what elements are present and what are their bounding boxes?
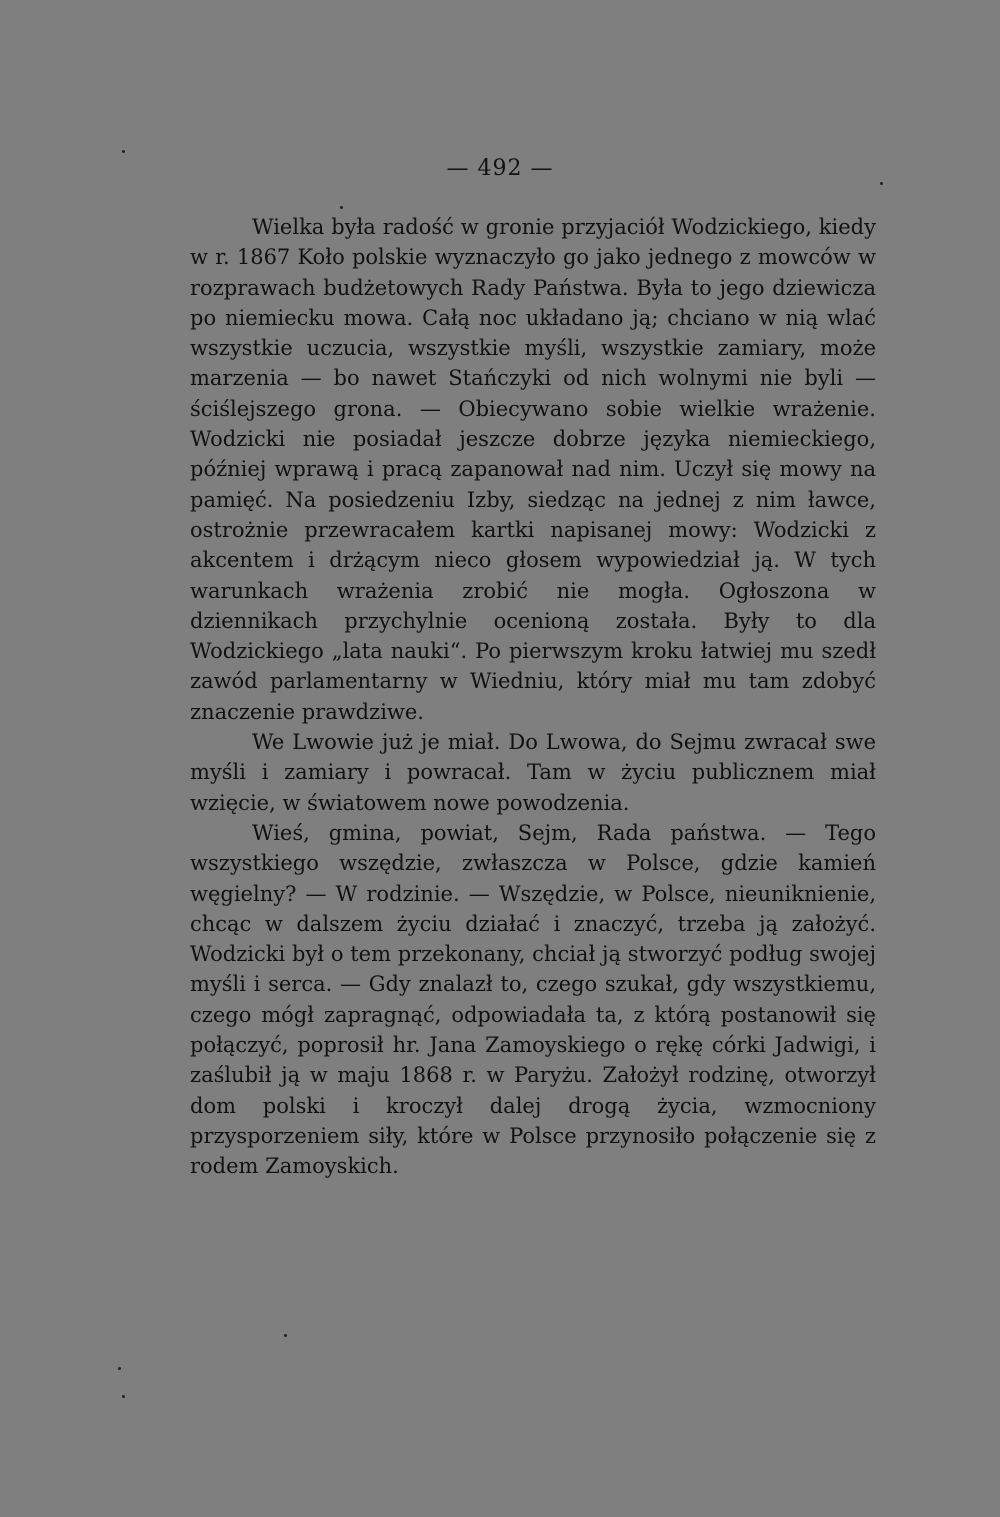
print-speck [340,206,343,209]
page-number: — 492 — [446,156,554,181]
print-speck [122,1395,125,1398]
paragraph: Wielka była radość w gronie przyjaciół Wodzickiego, kiedy w r. 1867 Koło polskie wyznaczyło go jako jednego z mowców w rozprawach budżetowych Rady Państwa. Była to jego dziewicza po niemiecku mowa. Całą noc układano ją; chciano w nią wlać wszystkie uczucia, wszystkie myśli, wszystkie zamiary, może marzenia — bo nawet Stańczyki od nich wolnymi nie byli — ściślejszego grona. — Obiecywano sobie wielkie wrażenie. Wodzicki nie posiadał jeszcze dobrze języka niemieckiego, później wprawą i pracą zapanował nad nim. Uczył się mowy na pamięć. Na posiedzeniu Izby, siedząc na jednej z nim ławce, ostrożnie przewracałem kartki napisanej mowy: Wodzicki z akcentem i drżącym nieco głosem wypowiedział ją. W tych warunkach wrażenia zrobić nie mogła. Ogłoszona w dziennikach przychylnie ocenioną została. Były to dla Wodzickiego „lata nauki“. Po pierwszym kroku łatwiej mu szedł zawód parlamentarny w Wiedniu, który miał mu tam zdobyć znaczenie prawdziwe. [190,215,876,724]
paragraph: Wieś, gmina, powiat, Sejm, Rada państwa. — Tego wszystkiego wszędzie, zwłaszcza w Polsce, gdzie kamień węgielny? — W rodzinie. — Wszędzie, w Polsce, nieuniknienie, chcąc w dalszem życiu działać i znaczyć, trzeba ją założyć. Wodzicki był o tem przekonany, chciał ją stworzyć podług swojej myśli i serca. — Gdy znalazł to, czego szukał, gdy wszystkiemu, czego mógł zapragnąć, odpowiadała ta, z którą postanowił się połączyć, poprosił hr. Jana Zamoyskiego o rękę córki Jadwigi, i zaślubił ją w maju 1868 r. w Paryżu. Założył rodzinę, otworzył dom polski i kroczył dalej drogą życia, wzmocniony przysporzeniem siły, które w Polsce przynosiło połączenie się z rodem Zamoyskich. [190,820,876,1179]
print-speck [122,150,125,153]
paragraph: We Lwowie już je miał. Do Lwowa, do Sejmu zwracał swe myśli i zamiary i powracał. Tam w życiu publicznem miał wzięcie, w światowem nowe powodzenia. [190,730,876,815]
print-speck [284,1334,287,1337]
print-speck [118,1367,121,1370]
body-text [190,212,876,1182]
print-speck [880,182,883,185]
